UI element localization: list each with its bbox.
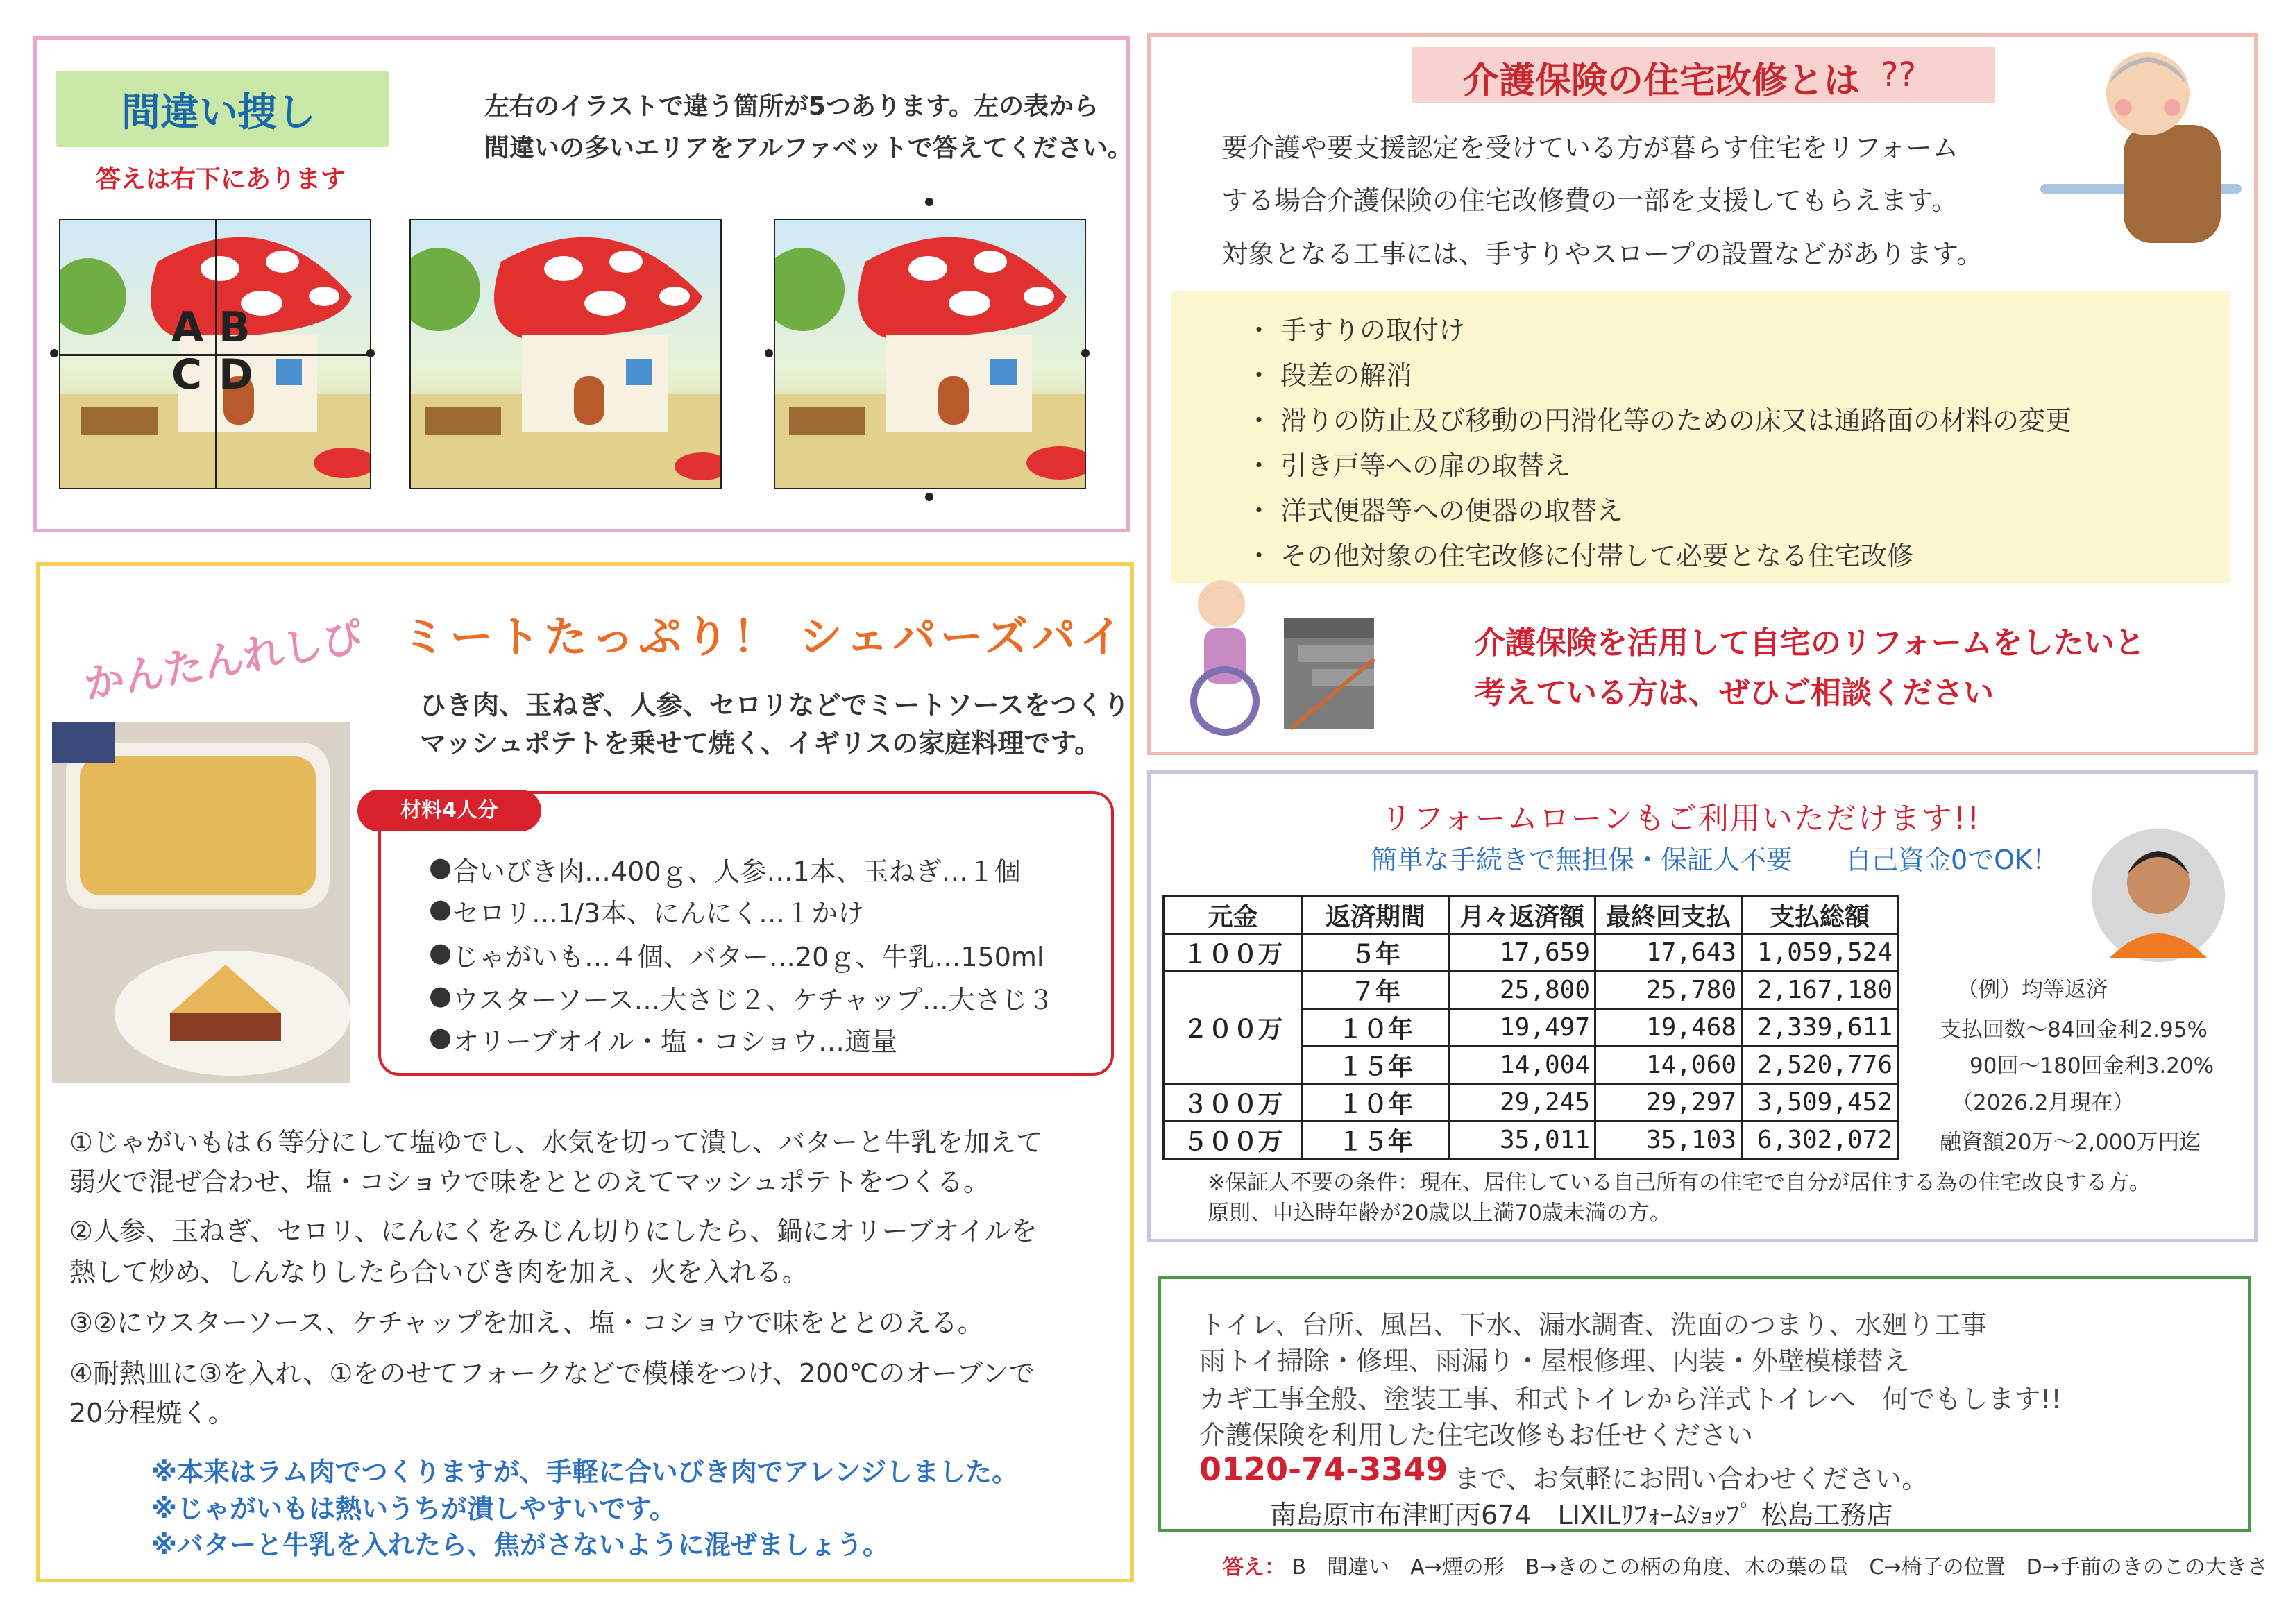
mushroom-house-illustration: [775, 220, 1086, 489]
quiz-answer-line: [1223, 1550, 2268, 1580]
ingredient-item: ● 合いびき肉…400ｇ、人参…1本、玉ねぎ…１個: [429, 852, 1021, 887]
loan-example-line: （2026.2月現在）: [1951, 1090, 2135, 1115]
term-cell: １０年: [1303, 1084, 1449, 1122]
care-insurance-cta-line: 介護保険を活用して自宅のリフォームをしたいと: [1475, 625, 2145, 661]
grid-marker-dot: [366, 349, 375, 357]
pie-dish-image: [52, 722, 350, 1083]
grid-label-c: C: [171, 350, 203, 399]
grid-label-b: B: [219, 303, 251, 352]
eligible-work-item: ・ 洋式便器等への便器の取替え: [1246, 496, 1624, 526]
monthly-cell: 25,800: [1449, 972, 1595, 1009]
recipe-step-line: ④耐熱皿に③を入れ、①をのせてフォークなどで模様をつけ、200℃のオーブンで: [69, 1358, 1035, 1389]
recipe-step-line: 20分程焼く。: [69, 1398, 235, 1428]
total-cell: 2,339,611: [1742, 1009, 1898, 1047]
quiz-answer-text: B 間違い A→煙の形 B→きのこの柄の角度、木の葉の量 C→椅子の位置 D→手前のきのこの大きさ: [1292, 1555, 2268, 1580]
table-row: [1164, 934, 1898, 972]
recipe-step-line: 弱火で混ぜ合わせ、塩・コショウで味をととのえてマッシュポテトをつくる。: [69, 1167, 990, 1197]
ingredient-item: ● オリーブオイル・塩・コショウ…適量: [429, 1022, 898, 1057]
eligible-work-item: ・ 段差の解消: [1246, 360, 1413, 391]
shop-address: 南島原市布津町丙674 LIXILﾘﾌｫｰﾑｼｮｯﾌﾟ 松島工務店: [1270, 1500, 1893, 1530]
quiz-illustration-grid: [59, 219, 371, 489]
total-cell: 1,059,524: [1742, 934, 1898, 972]
wheelchair-illustration: [1166, 576, 1381, 736]
quiz-instruction-line: 左右のイラストで違う箇所が5つあります。左の表から: [484, 92, 1099, 121]
loan-condition-line: 原則、申込時年齢が20歳以上満70歳未満の方。: [1208, 1201, 1671, 1226]
mushroom-house-illustration: [411, 220, 722, 489]
table-row: [1164, 1084, 1898, 1122]
shop-service-line: 雨トイ掃除・修理、雨漏り・屋根修理、内装・外壁模様替え: [1199, 1346, 1911, 1376]
table-header: 最終回支払: [1595, 897, 1742, 934]
grid-marker-dot: [1081, 349, 1090, 357]
recipe-title: ミートたっぷり！ シェパーズパイ: [403, 611, 1127, 662]
term-cell: ７年: [1303, 972, 1449, 1009]
shop-service-line: カギ工事全般、塗装工事、和式トイレから洋式トイレへ 何でもします!!: [1199, 1384, 2062, 1414]
ingredient-item: ● ウスターソース…大さじ２、ケチャップ…大さじ３: [429, 980, 1054, 1015]
grid-marker-dot: [50, 349, 58, 357]
final-cell: 29,297: [1595, 1084, 1742, 1122]
table-row: [1164, 1122, 1898, 1159]
quiz-answer-note: 答えは右下にあります: [96, 165, 346, 194]
quiz-title: 間違い捜し: [121, 90, 316, 135]
recipe-note: ※本来はラム肉でつくりますが、手軽に合いびき肉でアレンジしました。: [151, 1457, 1019, 1487]
monthly-cell: 29,245: [1449, 1084, 1595, 1122]
quiz-illustration-left: [409, 219, 722, 489]
monthly-cell: 17,659: [1449, 934, 1595, 972]
monthly-cell: 14,004: [1449, 1047, 1595, 1084]
care-insurance-title: 介護保険の住宅改修とは: [1463, 60, 1861, 102]
recipe-step-line: ②人参、玉ねぎ、セロリ、にんにくをみじん切りにしたら、鍋にオリーブオイルを: [69, 1216, 1038, 1246]
principal-cell: ５００万: [1164, 1122, 1303, 1159]
shop-service-line: トイレ、台所、風呂、下水、漏水調査、洗面のつまり、水廻り工事: [1199, 1310, 1988, 1340]
recipe-tag: かんたんれしぴ: [81, 613, 366, 709]
table-header: 元金: [1164, 897, 1303, 934]
total-cell: 6,302,072: [1742, 1122, 1898, 1159]
recipe-note: ※バターと牛乳を入れたら、焦がさないように混ぜましょう。: [151, 1530, 889, 1560]
recipe-intro-line: マッシュポテトを乗せて焼く、イギリスの家庭料理です。: [420, 728, 1101, 759]
reform-loan-subtitle: 簡単な手続きで無担保・保証人不要 自己資金0でOK！: [1371, 845, 2059, 875]
term-cell: １５年: [1303, 1047, 1449, 1084]
recipe-step-line: 熱して炒め、しんなりしたら合いびき肉を加え、火を入れる。: [69, 1257, 808, 1287]
loan-example-line: （例）均等返済: [1957, 977, 2108, 1002]
grid-marker-dot: [765, 349, 773, 357]
grid-marker-dot: [925, 493, 933, 501]
loan-repayment-table: [1162, 895, 1899, 1160]
ingredient-item: ● じゃがいも…４個、バター…20ｇ、牛乳…150ml: [429, 937, 1044, 972]
table-row: [1164, 972, 1898, 1009]
loan-example-line: 支払回数～84回金利2.95%: [1940, 1017, 2208, 1042]
final-cell: 25,780: [1595, 972, 1742, 1009]
staff-avatar: [2089, 826, 2228, 965]
final-cell: 14,060: [1595, 1047, 1742, 1084]
shepherds-pie-photo: [52, 722, 350, 1083]
grid-label-d: D: [219, 350, 253, 399]
grid-horizontal-line: [60, 354, 371, 356]
term-cell: １０年: [1303, 1009, 1449, 1047]
shop-phone-suffix: まで、お気軽にお問い合わせください。: [1454, 1464, 1929, 1494]
eligible-work-item: ・ 滑りの防止及び移動の円滑化等のための床又は通路面の材料の変更: [1246, 405, 2072, 436]
final-cell: 35,103: [1595, 1122, 1742, 1159]
loan-condition-line: ※保証人不要の条件：現在、居住している自己所有の住宅で自分が居住する為の住宅改良する方。: [1208, 1170, 2151, 1195]
table-header-row: [1164, 897, 1898, 934]
shop-phone-number[interactable]: 0120-74-3349: [1199, 1450, 1448, 1488]
care-insurance-lead-line: 対象となる工事には、手すりやスロープの設置などがあります。: [1221, 239, 1983, 269]
principal-cell: １００万: [1164, 934, 1303, 972]
quiz-instruction-line: 間違いの多いエリアをアルファベットで答えてください。: [484, 134, 1133, 162]
eligible-work-item: ・ 手すりの取付け: [1246, 315, 1466, 346]
recipe-step-line: ③②にウスターソース、ケチャップを加え、塩・コショウで味をととのえる。: [69, 1308, 984, 1338]
total-cell: 2,167,180: [1742, 972, 1898, 1009]
eligible-work-item: ・ その他対象の住宅改修に付帯して必要となる住宅改修: [1246, 541, 1914, 571]
principal-cell: ３００万: [1164, 1084, 1303, 1122]
principal-cell: ２００万: [1164, 972, 1303, 1084]
table-header: 支払総額: [1742, 897, 1898, 934]
loan-example-line: 90回～180回金利3.20%: [1970, 1054, 2214, 1079]
care-insurance-lead-line: 要介護や要支援認定を受けている方が暮らす住宅をリフォーム: [1221, 133, 1959, 163]
total-cell: 3,509,452: [1742, 1084, 1898, 1122]
elderly-man-handrail-illustration: [2040, 42, 2249, 243]
recipe-step-line: ①じゃがいもは６等分にして塩ゆでし、水気を切って潰し、バターと牛乳を加えて: [69, 1127, 1043, 1158]
quiz-answer-label: 答え：: [1223, 1555, 1285, 1580]
eligible-work-item: ・ 引き戸等への扉の取替え: [1246, 450, 1571, 481]
loan-example-line: 融資額20万～2,000万円迄: [1940, 1130, 2201, 1155]
table-header: 月々返済額: [1449, 897, 1595, 934]
ingredients-label: 材料4人分: [357, 790, 541, 831]
reform-loan-title: リフォームローンもご利用いただけます!!: [1381, 801, 1981, 836]
ingredient-item: ● セロリ…1/3本、にんにく…１かけ: [429, 893, 865, 929]
monthly-cell: 35,011: [1449, 1122, 1595, 1159]
recipe-intro-line: ひき肉、玉ねぎ、人参、セロリなどでミートソースをつくり: [420, 690, 1130, 720]
table-header: 返済期間: [1303, 897, 1449, 934]
shop-service-line: 介護保険を利用した住宅改修もお任せください: [1199, 1420, 1754, 1450]
care-insurance-cta-line: 考えている方は、ぜひご相談ください: [1475, 675, 1994, 711]
monthly-cell: 19,497: [1449, 1009, 1595, 1047]
grid-marker-dot: [925, 198, 933, 206]
final-cell: 17,643: [1595, 934, 1742, 972]
quiz-illustration-right: [774, 219, 1086, 489]
term-cell: ５年: [1303, 934, 1449, 972]
care-insurance-lead-line: する場合介護保険の住宅改修費の一部を支援してもらえます。: [1221, 185, 1958, 216]
recipe-note: ※じゃがいもは熱いうちが潰しやすいです。: [151, 1494, 676, 1524]
final-cell: 19,468: [1595, 1009, 1742, 1047]
total-cell: 2,520,776: [1742, 1047, 1898, 1084]
term-cell: １５年: [1303, 1122, 1449, 1159]
grid-label-a: A: [171, 303, 204, 352]
care-insurance-title-suffix: ??: [1881, 56, 1916, 94]
